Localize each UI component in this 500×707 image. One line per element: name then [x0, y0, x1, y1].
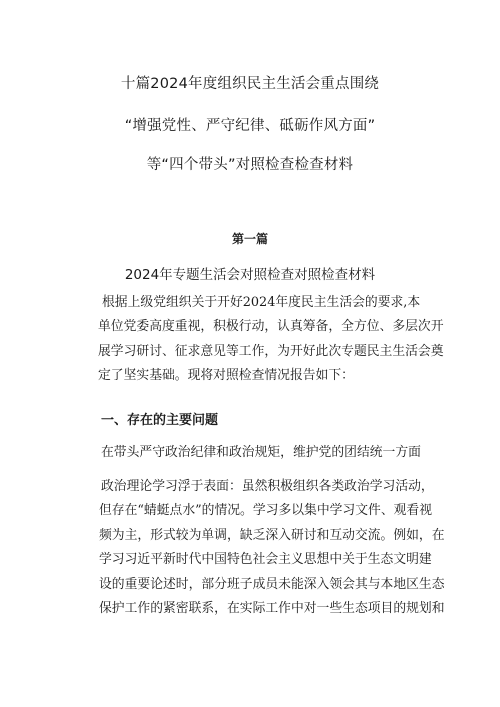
chapter-label: 第一篇 [231, 232, 268, 246]
body-paragraph [99, 475, 445, 621]
intro-paragraph [98, 291, 444, 389]
intro-line-1: 根据上级党组织关于开好2024年度民主生活会的要求,本 [102, 295, 421, 310]
intro-line-2: 单位党委高度重视，积极行动，认真筹备，全方位、多层次开 [98, 319, 444, 335]
chapter-subtitle: 2024年专题生活会对照检查对照检查材料 [124, 267, 376, 283]
document-title-line-1: 十篇2024年度组织民主生活会重点围绕 [120, 76, 380, 92]
intro-line-3: 展学习研讨、征求意见等工作，为开好此次专题民主生活会奠 [98, 343, 444, 359]
body-line-5: 设的重要论述时，部分班子成员未能深入领会其与本地区生态 [99, 576, 445, 592]
document-title-line-3: 等“四个带头”对照检查检查材料 [146, 157, 354, 173]
body-line-1: 政治理论学习浮于表面：虽然积极组织各类政治学习活动， [101, 479, 434, 494]
body-line-2: 但存在“蜻蜓点水”的情况。学习多以集中学习文件、观看视 [99, 503, 433, 519]
subsection-paragraph [101, 441, 441, 465]
intro-line-4: 定了坚实基础。现将对照检查情况报告如下： [98, 368, 354, 384]
section-heading: 一、存在的主要问题 [101, 413, 219, 428]
body-line-3: 频为主，形式较为单调，缺乏深入研讨和互动交流。例如，在 [99, 527, 445, 543]
document-title-line-2: “增强党性、严守纪律、砥砺作风方面” [124, 118, 376, 134]
body-line-6: 保护工作的紧密联系，在实际工作中对一些生态项目的规划和 [99, 601, 445, 617]
subsection-line: 在带头严守政治纪律和政治规矩，维护党的团结统一方面 [101, 445, 421, 460]
body-line-4: 学习习近平新时代中国特色社会主义思想中关于生态文明建 [99, 552, 432, 568]
